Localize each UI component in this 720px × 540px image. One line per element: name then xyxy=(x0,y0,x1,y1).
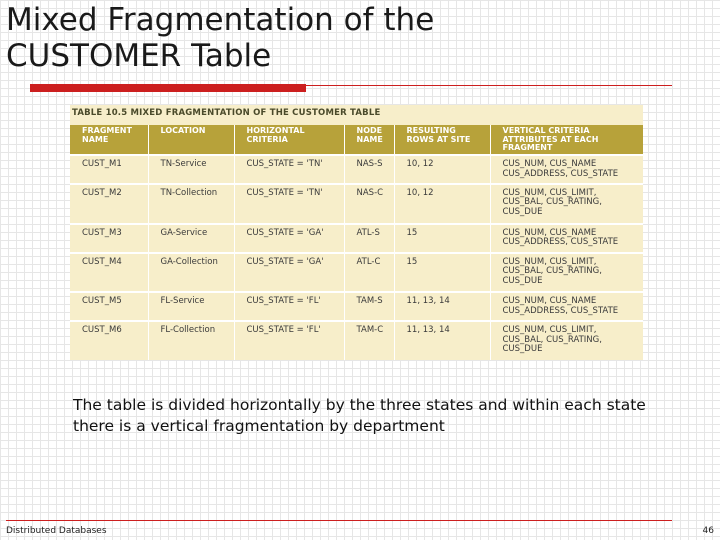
cell-location: FL-Service xyxy=(148,292,234,321)
table-row xyxy=(70,292,643,321)
cell-resulting-rows: 15 xyxy=(394,253,490,293)
attribute-line: CUS_NUM, CUS_LIMIT, xyxy=(502,325,597,336)
fragmentation-table xyxy=(70,125,643,360)
attribute-line: CUS_BAL, CUS_RATING, xyxy=(502,334,602,345)
cell-horizontal-criteria: CUS_STATE = 'GA' xyxy=(234,224,344,253)
cell-vertical-criteria xyxy=(490,292,643,321)
table-row xyxy=(70,155,643,184)
attribute-line: CUS_BAL, CUS_RATING, xyxy=(502,266,602,277)
cell-location: FL-Collection xyxy=(148,321,234,360)
header-node-name: NODE NAME xyxy=(344,125,394,155)
title-line-2: CUSTOMER Table xyxy=(6,38,272,74)
table-row xyxy=(70,321,643,360)
cell-horizontal-criteria: CUS_STATE = 'TN' xyxy=(234,155,344,184)
cell-fragment-name: CUST_M3 xyxy=(70,224,148,253)
cell-resulting-rows: 10, 12 xyxy=(394,184,490,224)
attribute-line: CUS_NUM, CUS_NAME xyxy=(502,296,597,307)
table-row xyxy=(70,253,643,293)
header-vertical-criteria: VERTICAL CRITERIA ATTRIBUTES AT EACH FRAGMENT xyxy=(490,125,643,155)
attribute-line: CUS_BAL, CUS_RATING, xyxy=(502,197,602,208)
attribute-line: CUS_NUM, CUS_NAME xyxy=(502,227,597,238)
header-horizontal-criteria: HORIZONTAL CRITERIA xyxy=(234,125,344,155)
header-fragment-name: FRAGMENT NAME xyxy=(70,125,148,155)
title-line-1: Mixed Fragmentation of the xyxy=(6,2,435,38)
attribute-line: CUS_ADDRESS, CUS_STATE xyxy=(502,237,619,248)
cell-vertical-criteria xyxy=(490,224,643,253)
footer-rule xyxy=(6,520,672,521)
attribute-line: CUS_ADDRESS, CUS_STATE xyxy=(502,305,619,316)
cell-vertical-criteria xyxy=(490,184,643,224)
cell-node-name: ATL-C xyxy=(344,253,394,293)
cell-vertical-criteria xyxy=(490,253,643,293)
cell-node-name: NAS-S xyxy=(344,155,394,184)
table-caption: TABLE 10.5 MIXED FRAGMENTATION OF THE CUSTOMER TABLE xyxy=(72,108,381,118)
cell-location: GA-Service xyxy=(148,224,234,253)
cell-location: TN-Service xyxy=(148,155,234,184)
table-figure xyxy=(70,105,643,360)
cell-vertical-criteria xyxy=(490,155,643,184)
cell-node-name: TAM-C xyxy=(344,321,394,360)
cell-horizontal-criteria: CUS_STATE = 'GA' xyxy=(234,253,344,293)
cell-fragment-name: CUST_M2 xyxy=(70,184,148,224)
slide-title xyxy=(6,2,526,74)
cell-resulting-rows: 10, 12 xyxy=(394,155,490,184)
cell-fragment-name: CUST_M4 xyxy=(70,253,148,293)
cell-fragment-name: CUST_M5 xyxy=(70,292,148,321)
title-accent-bar xyxy=(30,84,306,92)
cell-resulting-rows: 11, 13, 14 xyxy=(394,292,490,321)
cell-horizontal-criteria: CUS_STATE = 'FL' xyxy=(234,321,344,360)
attribute-line: CUS_ADDRESS, CUS_STATE xyxy=(502,168,619,179)
attribute-line: CUS_NUM, CUS_LIMIT, xyxy=(502,187,597,198)
title-underline xyxy=(306,85,672,86)
table-header-row xyxy=(70,125,643,155)
cell-node-name: TAM-S xyxy=(344,292,394,321)
cell-vertical-criteria xyxy=(490,321,643,360)
cell-horizontal-criteria: CUS_STATE = 'TN' xyxy=(234,184,344,224)
header-resulting-rows: RESULTING ROWS AT SITE xyxy=(394,125,490,155)
attribute-line: CUS_DUE xyxy=(502,344,543,355)
cell-location: GA-Collection xyxy=(148,253,234,293)
cell-resulting-rows: 15 xyxy=(394,224,490,253)
cell-fragment-name: CUST_M1 xyxy=(70,155,148,184)
cell-location: TN-Collection xyxy=(148,184,234,224)
table-row xyxy=(70,224,643,253)
footer-course-name: Distributed Databases xyxy=(6,526,107,536)
cell-fragment-name: CUST_M6 xyxy=(70,321,148,360)
cell-resulting-rows: 11, 13, 14 xyxy=(394,321,490,360)
table-row xyxy=(70,184,643,224)
attribute-line: CUS_DUE xyxy=(502,206,543,217)
slide-description: The table is divided horizontally by the three states and within each state there is a vertical fragmentation by department xyxy=(73,396,646,435)
cell-node-name: ATL-S xyxy=(344,224,394,253)
cell-node-name: NAS-C xyxy=(344,184,394,224)
attribute-line: CUS_NUM, CUS_NAME xyxy=(502,159,597,169)
header-location: LOCATION xyxy=(148,125,234,155)
page-number: 46 xyxy=(702,526,714,536)
cell-horizontal-criteria: CUS_STATE = 'FL' xyxy=(234,292,344,321)
attribute-line: CUS_NUM, CUS_LIMIT, xyxy=(502,256,597,267)
attribute-line: CUS_DUE xyxy=(502,275,543,286)
